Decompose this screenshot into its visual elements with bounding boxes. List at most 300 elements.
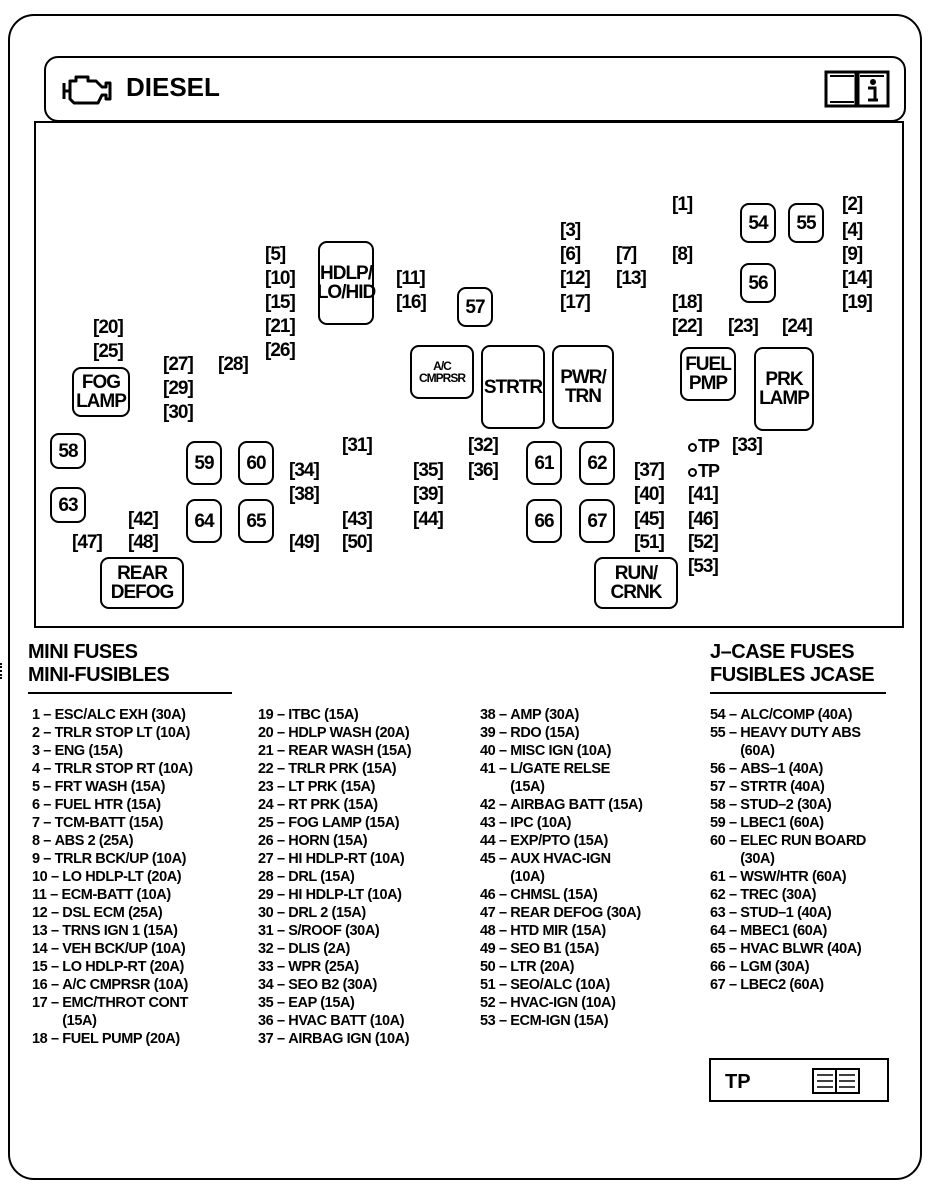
fuse-description: WPR (25A)	[288, 959, 359, 975]
jcase-fuse-54: 54	[740, 203, 776, 243]
fuse-list-item	[710, 724, 924, 760]
fuse-slot-40: [40]	[634, 484, 664, 505]
fuse-list-item	[480, 832, 698, 850]
fuse-slot-19: [19]	[842, 292, 872, 313]
fuse-slot-20: [20]	[93, 317, 123, 338]
jcase-fuse-66: 66	[526, 499, 562, 543]
fuse-number: 5 –	[32, 779, 55, 795]
fuse-number: 50 –	[480, 959, 511, 975]
fuse-number: 66 –	[710, 959, 741, 975]
fuse-number: 22 –	[258, 761, 289, 777]
mini-fuse-list-col-1	[32, 706, 256, 1048]
fuse-slot-28: [28]	[218, 354, 248, 375]
relay-park-lamp: PRK LAMP	[754, 347, 814, 431]
fuse-slot-37: [37]	[634, 460, 664, 481]
header-bar	[44, 56, 906, 122]
fuse-slot-27: [27]	[163, 354, 193, 375]
fuse-description: TCM-BATT (15A)	[54, 815, 164, 831]
fuse-list-item	[710, 832, 924, 868]
fuse-description: DSL ECM (25A)	[62, 905, 163, 921]
fuse-slot-25: [25]	[93, 341, 123, 362]
fuse-description: AUX HVAC-IGN (10A)	[510, 851, 611, 885]
fuse-slot-1: [1]	[672, 194, 693, 215]
fuse-list-item	[32, 868, 256, 886]
fuse-list-item	[258, 868, 474, 886]
fuse-number: 51 –	[480, 977, 511, 993]
fuse-slot-2: [2]	[842, 194, 863, 215]
fuse-number: 10 –	[32, 869, 63, 885]
owner-manual-icon	[822, 66, 892, 112]
fuse-number: 36 –	[258, 1013, 289, 1029]
fuse-number: 39 –	[480, 725, 511, 741]
fuse-number: 49 –	[480, 941, 511, 957]
fuse-description: ITBC (15A)	[288, 707, 359, 723]
relay-rear-defog: REAR DEFOG	[100, 557, 184, 609]
test-point-legend	[709, 1058, 889, 1102]
fuse-list-item	[258, 760, 474, 778]
fuse-slot-44: [44]	[413, 509, 443, 530]
jcase-fuse-67: 67	[579, 499, 615, 543]
engine-type-title: DIESEL	[126, 72, 220, 102]
fuse-slot-6: [6]	[560, 244, 581, 265]
fuse-list-item	[710, 796, 924, 814]
fuse-slot-38: [38]	[289, 484, 319, 505]
fuse-description: TRLR PRK (15A)	[288, 761, 397, 777]
fuse-slot-11: [11]	[396, 268, 425, 289]
fuse-layout-diagram	[34, 121, 904, 628]
fuse-description: HVAC BATT (10A)	[288, 1013, 405, 1029]
fuse-slot-47: [47]	[72, 532, 102, 553]
fuse-list-item	[32, 976, 256, 994]
mini-fuses-title-en: MINI FUSES	[28, 641, 138, 663]
fuse-list-item	[480, 796, 698, 814]
fuse-list-item	[710, 814, 924, 832]
fuse-number: 59 –	[710, 815, 741, 831]
fuse-description: RDO (15A)	[510, 725, 580, 741]
fuse-list-item	[480, 976, 698, 994]
fuse-list-item	[258, 886, 474, 904]
fuse-number: 47 –	[480, 905, 511, 921]
fuse-list-item	[480, 724, 698, 742]
fuse-number: 8 –	[32, 833, 55, 849]
test-point-pin-icon	[688, 468, 697, 477]
mini-fuses-title	[28, 641, 169, 687]
fuse-description: FUEL PUMP (20A)	[62, 1031, 180, 1047]
relay-hdlp-lo-hid: HDLP/ LO/HID	[318, 241, 374, 325]
fuse-number: 4 –	[32, 761, 55, 777]
fuse-list-item	[710, 706, 924, 724]
fuse-slot-52: [52]	[688, 532, 718, 553]
fuse-slot-12: [12]	[560, 268, 590, 289]
fuse-number: 61 –	[710, 869, 741, 885]
fuse-description: HVAC BLWR (40A)	[740, 941, 862, 957]
fuse-list-item	[710, 904, 924, 922]
fuse-list-item	[258, 850, 474, 868]
fuse-description: TRLR BCK/UP (10A)	[54, 851, 187, 867]
fuse-description: EAP (15A)	[288, 995, 355, 1011]
fuse-list-item	[32, 778, 256, 796]
fuse-description: FOG LAMP (15A)	[288, 815, 400, 831]
fuse-slot-17: [17]	[560, 292, 590, 313]
fuse-list-item	[32, 850, 256, 868]
fuse-list-item	[710, 760, 924, 778]
test-point-legend-label: TP	[725, 1071, 751, 1093]
fuse-list-item	[710, 868, 924, 886]
fuse-slot-26: [26]	[265, 340, 295, 361]
fuse-number: 27 –	[258, 851, 289, 867]
fuse-number: 34 –	[258, 977, 289, 993]
fuse-description: EMC/THROT CONT (15A)	[62, 995, 188, 1029]
fuse-description: AMP (30A)	[510, 707, 579, 723]
fuse-number: 30 –	[258, 905, 289, 921]
fuse-slot-31: [31]	[342, 435, 372, 456]
fuse-slot-34: [34]	[289, 460, 319, 481]
jcase-fuse-55: 55	[788, 203, 824, 243]
fuse-slot-29: [29]	[163, 378, 193, 399]
fuse-list-item	[258, 904, 474, 922]
fuse-description: TREC (30A)	[740, 887, 817, 903]
fuse-description: ALC/COMP (40A)	[740, 707, 853, 723]
fuse-description: FUEL HTR (15A)	[54, 797, 161, 813]
fuse-description: HORN (15A)	[288, 833, 368, 849]
fuse-description: SEO/ALC (10A)	[510, 977, 610, 993]
fuse-description: TRLR STOP RT (10A)	[54, 761, 193, 777]
relay-run-crank: RUN/ CRNK	[594, 557, 678, 609]
fuse-number: 40 –	[480, 743, 511, 759]
fuse-description: ENG (15A)	[54, 743, 123, 759]
relay-starter: STRTR	[481, 345, 545, 429]
fuse-slot-30: [30]	[163, 402, 193, 423]
fuse-description: LBEC2 (60A)	[740, 977, 824, 993]
fuse-description: HTD MIR (15A)	[510, 923, 606, 939]
fuse-number: 41 –	[480, 761, 511, 777]
fuse-list-item	[258, 724, 474, 742]
fuse-number: 55 –	[710, 725, 741, 741]
fuse-description: RT PRK (15A)	[288, 797, 378, 813]
fuse-description: DRL 2 (15A)	[288, 905, 366, 921]
fuse-description: HI HDLP-LT (10A)	[288, 887, 402, 903]
fuse-list-item	[480, 994, 698, 1012]
fuse-slot-41: [41]	[688, 484, 718, 505]
fuse-list-item	[32, 922, 256, 940]
fuse-number: 3 –	[32, 743, 55, 759]
fuse-description: REAR DEFOG (30A)	[510, 905, 641, 921]
fuse-list-item	[480, 760, 698, 796]
jcase-fuse-59: 59	[186, 441, 222, 485]
fuse-list-item	[258, 976, 474, 994]
fuse-number: 33 –	[258, 959, 289, 975]
fuse-slot-51: [51]	[634, 532, 664, 553]
fuse-slot-22: [22]	[672, 316, 702, 337]
fuse-list-item	[258, 832, 474, 850]
fuse-list-item	[480, 904, 698, 922]
jcase-fuse-65: 65	[238, 499, 274, 543]
fuse-slot-10: [10]	[265, 268, 295, 289]
jcase-fuses-title-fr: FUSIBLES JCASE	[710, 664, 875, 686]
fuse-slot-7: [7]	[616, 244, 637, 265]
fuse-description: TRNS IGN 1 (15A)	[62, 923, 178, 939]
manual-book-icon	[807, 1067, 865, 1095]
fuse-description: DRL (15A)	[288, 869, 355, 885]
fuse-list-item	[710, 976, 924, 994]
fuse-number: 32 –	[258, 941, 289, 957]
fuse-slot-24: [24]	[782, 316, 812, 337]
fuse-list-item	[32, 814, 256, 832]
fuse-number: 21 –	[258, 743, 289, 759]
fuse-description: VEH BCK/UP (10A)	[62, 941, 186, 957]
fuse-description: AIRBAG BATT (15A)	[510, 797, 643, 813]
fuse-list-item	[480, 706, 698, 724]
fuse-number: 15 –	[32, 959, 63, 975]
fuse-description: ABS 2 (25A)	[54, 833, 134, 849]
test-point-2: TP	[688, 461, 719, 481]
fuse-slot-5: [5]	[265, 244, 286, 265]
jcase-fuse-60: 60	[238, 441, 274, 485]
fuse-slot-33: [33]	[732, 435, 762, 456]
fuse-slot-46: [46]	[688, 509, 718, 530]
fuse-list-item	[710, 922, 924, 940]
fuse-number: 12 –	[32, 905, 63, 921]
fuse-slot-49: [49]	[289, 532, 319, 553]
fuse-number: 1 –	[32, 707, 55, 723]
fuse-number: 56 –	[710, 761, 741, 777]
fuse-description: SEO B1 (15A)	[510, 941, 599, 957]
fuse-list-item	[258, 1030, 474, 1048]
fuse-description: ELEC RUN BOARD (30A)	[740, 833, 866, 867]
fuse-number: 26 –	[258, 833, 289, 849]
fuse-slot-43: [43]	[342, 509, 372, 530]
fuse-number: 48 –	[480, 923, 511, 939]
fuse-slot-45: [45]	[634, 509, 664, 530]
fuse-list-item	[32, 760, 256, 778]
fuse-list-item	[710, 886, 924, 904]
fuse-slot-15: [15]	[265, 292, 295, 313]
fuse-list-item	[480, 958, 698, 976]
fuse-number: 35 –	[258, 995, 289, 1011]
fuse-list-item	[480, 814, 698, 832]
fuse-list-item	[258, 742, 474, 760]
fuse-number: 24 –	[258, 797, 289, 813]
fuse-list-item	[32, 706, 256, 724]
fuse-description: S/ROOF (30A)	[288, 923, 380, 939]
fuse-slot-18: [18]	[672, 292, 702, 313]
fuse-number: 16 –	[32, 977, 63, 993]
relay-ac-compressor: A/C CMPRSR	[410, 345, 474, 399]
fuse-list-item	[480, 922, 698, 940]
fuse-number: 14 –	[32, 941, 63, 957]
fuse-number: 45 –	[480, 851, 511, 867]
fuse-description: DLIS (2A)	[288, 941, 350, 957]
mini-fuse-list-col-2	[258, 706, 474, 1048]
fuse-slot-23: [23]	[728, 316, 758, 337]
fuse-number: 31 –	[258, 923, 289, 939]
jcase-fuse-56: 56	[740, 263, 776, 303]
fuse-description: TRLR STOP LT (10A)	[54, 725, 190, 741]
fuse-description: HI HDLP-RT (10A)	[288, 851, 405, 867]
fuse-number: 63 –	[710, 905, 741, 921]
fuse-slot-39: [39]	[413, 484, 443, 505]
jcase-fuse-64: 64	[186, 499, 222, 543]
fuse-list-item	[258, 922, 474, 940]
fuse-description: LO HDLP-LT (20A)	[62, 869, 182, 885]
fuse-description: MISC IGN (10A)	[510, 743, 611, 759]
fuse-list-item	[258, 1012, 474, 1030]
fuse-list-item	[258, 940, 474, 958]
fuse-description: LO HDLP-RT (20A)	[62, 959, 184, 975]
fuse-description: STUD–2 (30A)	[740, 797, 832, 813]
fuse-number: 18 –	[32, 1031, 63, 1047]
jcase-fuse-61: 61	[526, 441, 562, 485]
fuse-slot-48: [48]	[128, 532, 158, 553]
fuse-slot-35: [35]	[413, 460, 443, 481]
fuse-number: 42 –	[480, 797, 511, 813]
fuse-number: 38 –	[480, 707, 511, 723]
fuse-description: ECM-BATT (10A)	[61, 887, 171, 903]
fuse-number: 60 –	[710, 833, 741, 849]
mini-fuses-title-fr: MINI-FUSIBLES	[28, 664, 170, 686]
fuse-list-item	[258, 778, 474, 796]
jcase-fuse-63: 63	[50, 487, 86, 523]
fuse-list-item	[480, 850, 698, 886]
jcase-fuse-57: 57	[457, 287, 493, 327]
fuse-number: 19 –	[258, 707, 289, 723]
fuse-number: 6 –	[32, 797, 55, 813]
fuse-number: 7 –	[32, 815, 55, 831]
fuse-description: WSW/HTR (60A)	[740, 869, 847, 885]
jcase-fuse-list	[710, 706, 924, 994]
fuse-list-item	[710, 778, 924, 796]
fuse-description: A/C CMPRSR (10A)	[62, 977, 188, 993]
fuse-list-item	[480, 1012, 698, 1030]
fuse-number: 17 –	[32, 995, 63, 1011]
fuse-description: L/GATE RELSE (15A)	[510, 761, 610, 795]
fuse-number: 43 –	[480, 815, 511, 831]
relay-fuel-pump: FUEL PMP	[680, 347, 736, 401]
fuse-list-item	[32, 724, 256, 742]
engine-icon	[62, 71, 114, 109]
jcase-fuses-divider	[710, 692, 886, 694]
fuse-number: 23 –	[258, 779, 289, 795]
fuse-number: 67 –	[710, 977, 741, 993]
fuse-slot-53: [53]	[688, 556, 718, 577]
fuse-description: FRT WASH (15A)	[54, 779, 165, 795]
fuse-description: CHMSL (15A)	[510, 887, 598, 903]
fuse-slot-36: [36]	[468, 460, 498, 481]
fuse-number: 20 –	[258, 725, 289, 741]
fuse-description: ABS–1 (40A)	[740, 761, 823, 777]
fuse-list-item	[32, 958, 256, 976]
fuse-list-item	[32, 904, 256, 922]
fuse-number: 46 –	[480, 887, 511, 903]
fuse-number: 53 –	[480, 1013, 511, 1029]
fuse-list-item	[480, 886, 698, 904]
fuse-list-item	[32, 832, 256, 850]
fuse-list-item	[258, 796, 474, 814]
fuse-description: HDLP WASH (20A)	[288, 725, 410, 741]
fuse-description: ECM-IGN (15A)	[510, 1013, 609, 1029]
fuse-list-item	[258, 814, 474, 832]
fuse-number: 65 –	[710, 941, 741, 957]
fuse-list-item	[32, 940, 256, 958]
relay-power-train: PWR/ TRN	[552, 345, 614, 429]
fuse-description: IPC (10A)	[510, 815, 572, 831]
fuse-number: 25 –	[258, 815, 289, 831]
fuse-slot-4: [4]	[842, 220, 863, 241]
jcase-fuses-title	[710, 641, 874, 687]
fuse-number: 13 –	[32, 923, 63, 939]
fuse-list-item	[32, 742, 256, 760]
jcase-fuse-58: 58	[50, 433, 86, 469]
fuse-slot-9: [9]	[842, 244, 863, 265]
fuse-number: 28 –	[258, 869, 289, 885]
fuse-description: AIRBAG IGN (10A)	[288, 1031, 410, 1047]
mini-fuse-list-col-3	[480, 706, 698, 1030]
fuse-list-item	[258, 958, 474, 976]
edge-marker	[0, 663, 5, 679]
fuse-description: EXP/PTO (15A)	[510, 833, 608, 849]
fuse-description: STUD–1 (40A)	[740, 905, 832, 921]
fuse-number: 9 –	[32, 851, 55, 867]
fuse-list-item	[32, 886, 256, 904]
jcase-fuses-title-en: J–CASE FUSES	[710, 641, 855, 663]
fuse-number: 64 –	[710, 923, 741, 939]
fuse-number: 62 –	[710, 887, 741, 903]
fuse-slot-3: [3]	[560, 220, 581, 241]
fuse-list-item	[258, 706, 474, 724]
fuse-description: HEAVY DUTY ABS (60A)	[740, 725, 861, 759]
test-point-1: TP	[688, 436, 719, 456]
fuse-list-item	[32, 994, 256, 1030]
fuse-number: 57 –	[710, 779, 741, 795]
fuse-description: REAR WASH (15A)	[288, 743, 412, 759]
fuse-list-item	[710, 958, 924, 976]
fuse-list-item	[258, 994, 474, 1012]
fuse-number: 29 –	[258, 887, 289, 903]
fuse-number: 44 –	[480, 833, 511, 849]
test-point-pin-icon	[688, 443, 697, 452]
fuse-slot-32: [32]	[468, 435, 498, 456]
fuse-list-item	[480, 742, 698, 760]
fuse-number: 11 –	[32, 887, 62, 903]
fuse-slot-50: [50]	[342, 532, 372, 553]
fuse-description: LBEC1 (60A)	[740, 815, 824, 831]
fuse-slot-14: [14]	[842, 268, 872, 289]
fuse-description: HVAC-IGN (10A)	[510, 995, 616, 1011]
fuse-slot-16: [16]	[396, 292, 426, 313]
fuse-description: STRTR (40A)	[740, 779, 825, 795]
fuse-number: 2 –	[32, 725, 55, 741]
mini-fuses-divider	[28, 692, 232, 694]
relay-fog-lamp: FOG LAMP	[72, 367, 130, 417]
fuse-description: LGM (30A)	[740, 959, 810, 975]
fuse-slot-13: [13]	[616, 268, 646, 289]
fuse-number: 37 –	[258, 1031, 289, 1047]
fuse-slot-42: [42]	[128, 509, 158, 530]
fuse-description: LT PRK (15A)	[288, 779, 376, 795]
fuse-number: 54 –	[710, 707, 741, 723]
fuse-list-item	[32, 796, 256, 814]
fuse-description: ESC/ALC EXH (30A)	[54, 707, 186, 723]
fuse-slot-21: [21]	[265, 316, 295, 337]
fuse-list-item	[480, 940, 698, 958]
jcase-fuse-62: 62	[579, 441, 615, 485]
fuse-list-item	[710, 940, 924, 958]
fuse-description: MBEC1 (60A)	[740, 923, 827, 939]
fuse-description: LTR (20A)	[510, 959, 575, 975]
fuse-list-item	[32, 1030, 256, 1048]
fuse-number: 58 –	[710, 797, 741, 813]
fuse-number: 52 –	[480, 995, 511, 1011]
